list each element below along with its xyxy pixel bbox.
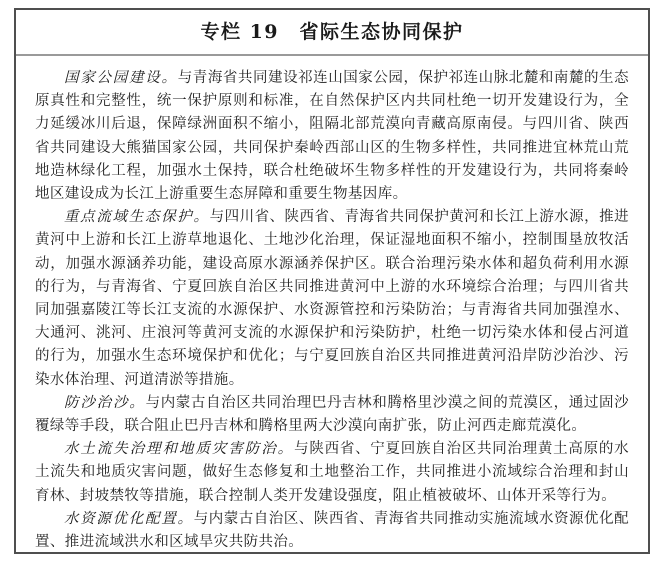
paragraph-lead: 国家公园建设。 <box>64 70 178 86</box>
paragraph-text: 与青海省共同建设祁连山国家公园，保护祁连山脉北麓和南麓的生态原真性和完整性，统一保护原则和标准，在自然保护区内共同杜绝一切开发建设行为，全力延缓冰川后退，保障绿洲面积不缩小，阻隔北部荒漠向青藏高原南侵。与四川省、陕西省共同建设大熊猫国家公园，共同保护秦岭西部山区的生物多样性，共同推进宜林荒山荒地造林绿化工程，加强水土保持，联合杜绝破坏生物多样性的开发建设行为，共同将秦岭地区建设成为长江上游重要生态屏障和重要生物基因库。 <box>35 70 629 203</box>
panel-body <box>16 56 648 554</box>
paragraph <box>35 438 629 508</box>
panel-title: 专栏 19 省际生态协同保护 <box>16 10 648 56</box>
paragraph-lead: 水资源优化配置。 <box>64 510 194 527</box>
paragraph <box>35 206 629 392</box>
column-box <box>14 8 650 554</box>
paragraph <box>35 392 629 438</box>
paragraph-lead: 防沙治沙。 <box>64 394 146 411</box>
paragraph-text: 与陕西省、宁夏回族自治区共同治理黄土高原的水土流失和地质灾害问题，做好生态修复和土地整治工作，共同推进小流域综合治理和封山育林、封坡禁牧等措施，联合控制人类开发建设强度，阻止植被破坏、山体开采等行为。 <box>35 441 629 504</box>
paragraph-text: 与四川省、陕西省、青海省共同保护黄河和长江上游水源，推进黄河中上游和长江上游草地退化、土地沙化治理，保证湿地面积不缩小，控制围垦放牧活动，加强水源涵养功能，建设高原水源涵养保护区。联合治理污染水体和超负荷利用水源的行为，与青海省、宁夏回族自治区共同推进黄河中上游的水环境综合治理；与四川省共同加强嘉陵江等长江支流的水源保护、水资源管控和污染防治；与青海省共同加强湟水、大通河、洮河、庄浪河等黄河支流的水源保护和污染防护，杜绝一切污染水体和侵占河道的行为，加强水生态环境保护和优化；与宁夏回族自治区共同推进黄河沿岸防沙治沙、污染水体治理、河道清淤等措施。 <box>35 209 629 388</box>
paragraph-text: 与内蒙古自治区、陕西省、青海省共同推动实施流域水资源优化配置、推进流域洪水和区域旱灾共防共治。 <box>35 510 629 551</box>
paragraph <box>35 508 629 554</box>
paragraph <box>35 67 629 206</box>
paragraph-text: 与内蒙古自治区共同治理巴丹吉林和腾格里沙漠之间的荒漠区，通过固沙覆绿等手段，联合阻止巴丹吉林和腾格里两大沙漠向南扩张，防止河西走廊荒漠化。 <box>35 394 630 435</box>
paragraph-lead: 重点流域生态保护。 <box>64 209 210 226</box>
paragraph-lead: 水土流失治理和地质灾害防治。 <box>64 441 295 458</box>
